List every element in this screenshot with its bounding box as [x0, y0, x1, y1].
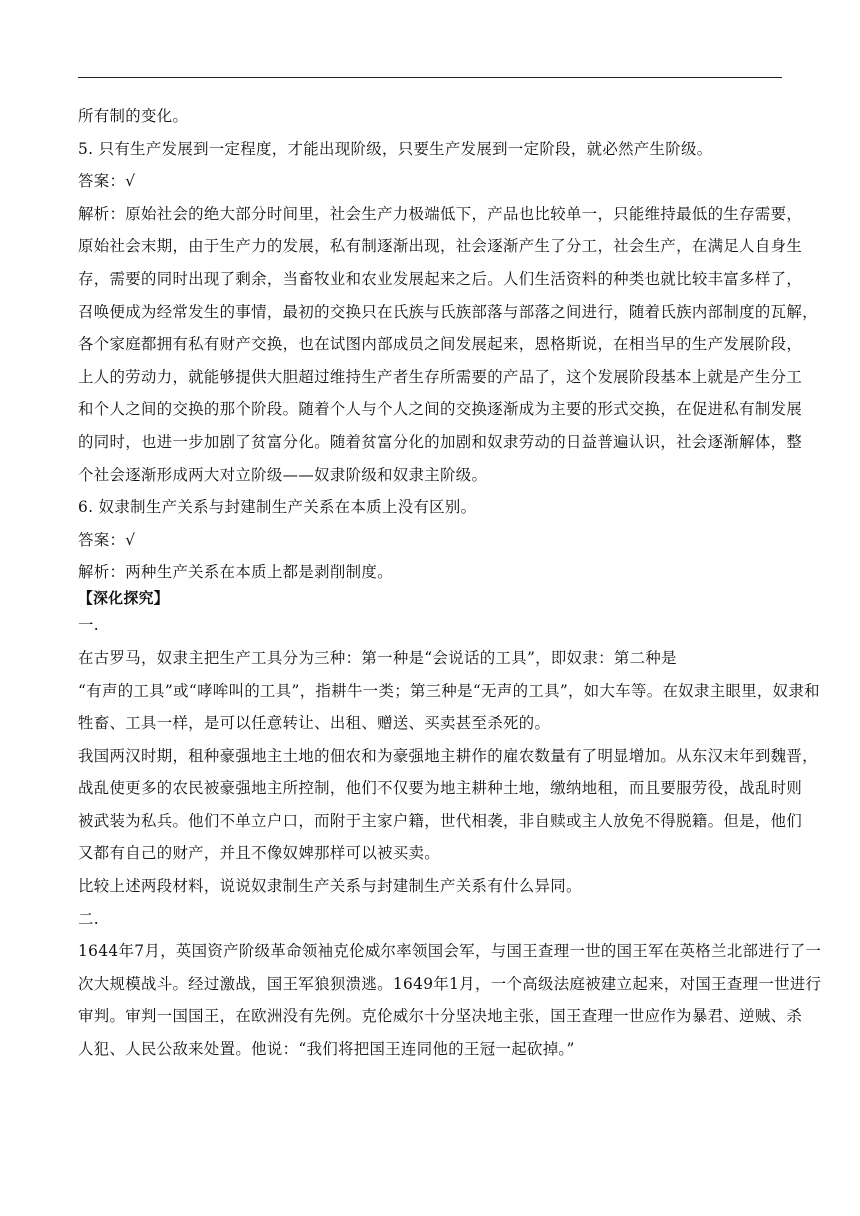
- section-heading: 【深化探究】: [78, 589, 169, 607]
- material-one-line: “有声的工具”或“哮哞叫的工具”，指耕牛一类；第三种是“无声的工具”，如大车等。在奴隶主眼里，奴隶和: [78, 681, 820, 700]
- analysis-5-line: 存，需要的同时出现了剩余，当畜牧业和农业发展起来之后。人们生活资料的种类也就比较丰富多样了，: [78, 269, 803, 288]
- comparison-question: 比较上述两段材料，说说奴隶制生产关系与封建制生产关系有什么异同。: [78, 877, 582, 896]
- analysis-5-line: 上人的劳动力，就能够提供大胆超过维持生产者生存所需要的产品了，这个发展阶段基本上就是产生分工: [78, 367, 803, 386]
- material-three-line: 次大规模战斗。经过激战，国王军狼狈溃逃。1649年1月，一个高级法庭被建立起来，对国王查理一世进行: [78, 974, 822, 993]
- analysis-5-line: 各个家庭都拥有私有财产交换，也在试图内部成员之间发展起来，恩格斯说，在相当早的生产发展阶段，: [78, 335, 803, 354]
- material-three-line: 审判。审判一国国王，在欧洲没有先例。克伦威尔十分坚决地主张，国王查理一世应作为暴君、逆贼、杀: [78, 1007, 803, 1026]
- question-6: 6. 奴隶制生产关系与封建制生产关系在本质上没有区别。: [78, 498, 477, 517]
- analysis-5-line: 原始社会末期，由于生产力的发展，私有制逐渐出现，社会逐渐产生了分工，社会生产，在满足人自身生: [78, 237, 803, 256]
- material-two-line: 被武装为私兵。他们不单立户口，而附于主家户籍，世代相袭，非自赎或主人放免不得脱籍。但是，他们: [78, 811, 803, 830]
- document-body: [78, 104, 822, 1070]
- analysis-5-line: 的同时，也进一步加剧了贫富分化。随着贫富分化的加剧和奴隶劳动的日益普遍认识，社会逐渐解体，整: [78, 432, 803, 451]
- question-5: 5. 只有生产发展到一定程度，才能出现阶级，只要生产发展到一定阶段，就必然产生阶级。: [78, 139, 713, 158]
- material-one-line: 牲畜、工具一样，是可以任意转让、出租、赠送、买卖甚至杀死的。: [78, 714, 551, 733]
- part-one-label: 一.: [78, 616, 99, 635]
- material-two-line: 又都有自己的财产，并且不像奴婢那样可以被买卖。: [78, 844, 441, 863]
- analysis-6: 解析：两种生产关系在本质上都是剥削制度。: [78, 563, 393, 582]
- analysis-5-line: 召唤便成为经常发生的事情，最初的交换只在氏族与氏族部落与部落之间进行，随着氏族内部制度的瓦解，: [78, 302, 818, 321]
- answer-5: 答案：√: [78, 172, 136, 191]
- material-three-line: 1644年7月，英国资产阶级革命领袖克伦威尔率领国会军，与国王查理一世的国王军在英格兰北部进行了一: [78, 942, 822, 961]
- part-two-label: 二.: [78, 909, 99, 928]
- header-rule: [78, 77, 782, 78]
- material-one-line: 在古罗马，奴隶主把生产工具分为三种：第一种是“会说话的工具”，即奴隶：第二种是: [78, 648, 677, 667]
- analysis-5-line: 解析：原始社会的绝大部分时间里，社会生产力极端低下，产品也比较单一，只能维持最低的生存需要，: [78, 204, 803, 223]
- analysis-5-line: 和个人之间的交换的那个阶段。随着个人与个人之间的交换逐渐成为主要的形式交换，在促进私有制发展: [78, 400, 803, 419]
- material-three-line: 人犯、人民公敌来处置。他说：“我们将把国王连同他的王冠一起砍掉。”: [78, 1040, 575, 1059]
- text-line: 所有制的变化。: [78, 107, 189, 125]
- answer-6: 答案：√: [78, 530, 136, 549]
- material-two-line: 战乱使更多的农民被豪强地主所控制，他们不仅要为地主耕种土地，缴纳地租，而且要服劳役，战乱时则: [78, 779, 803, 798]
- material-two-line: 我国两汉时期，租种豪强地主土地的佃农和为豪强地主耕作的雇农数量有了明显增加。从东汉末年到魏晋，: [78, 746, 818, 765]
- analysis-5-line: 个社会逐渐形成两大对立阶级——奴隶阶级和奴隶主阶级。: [78, 465, 488, 484]
